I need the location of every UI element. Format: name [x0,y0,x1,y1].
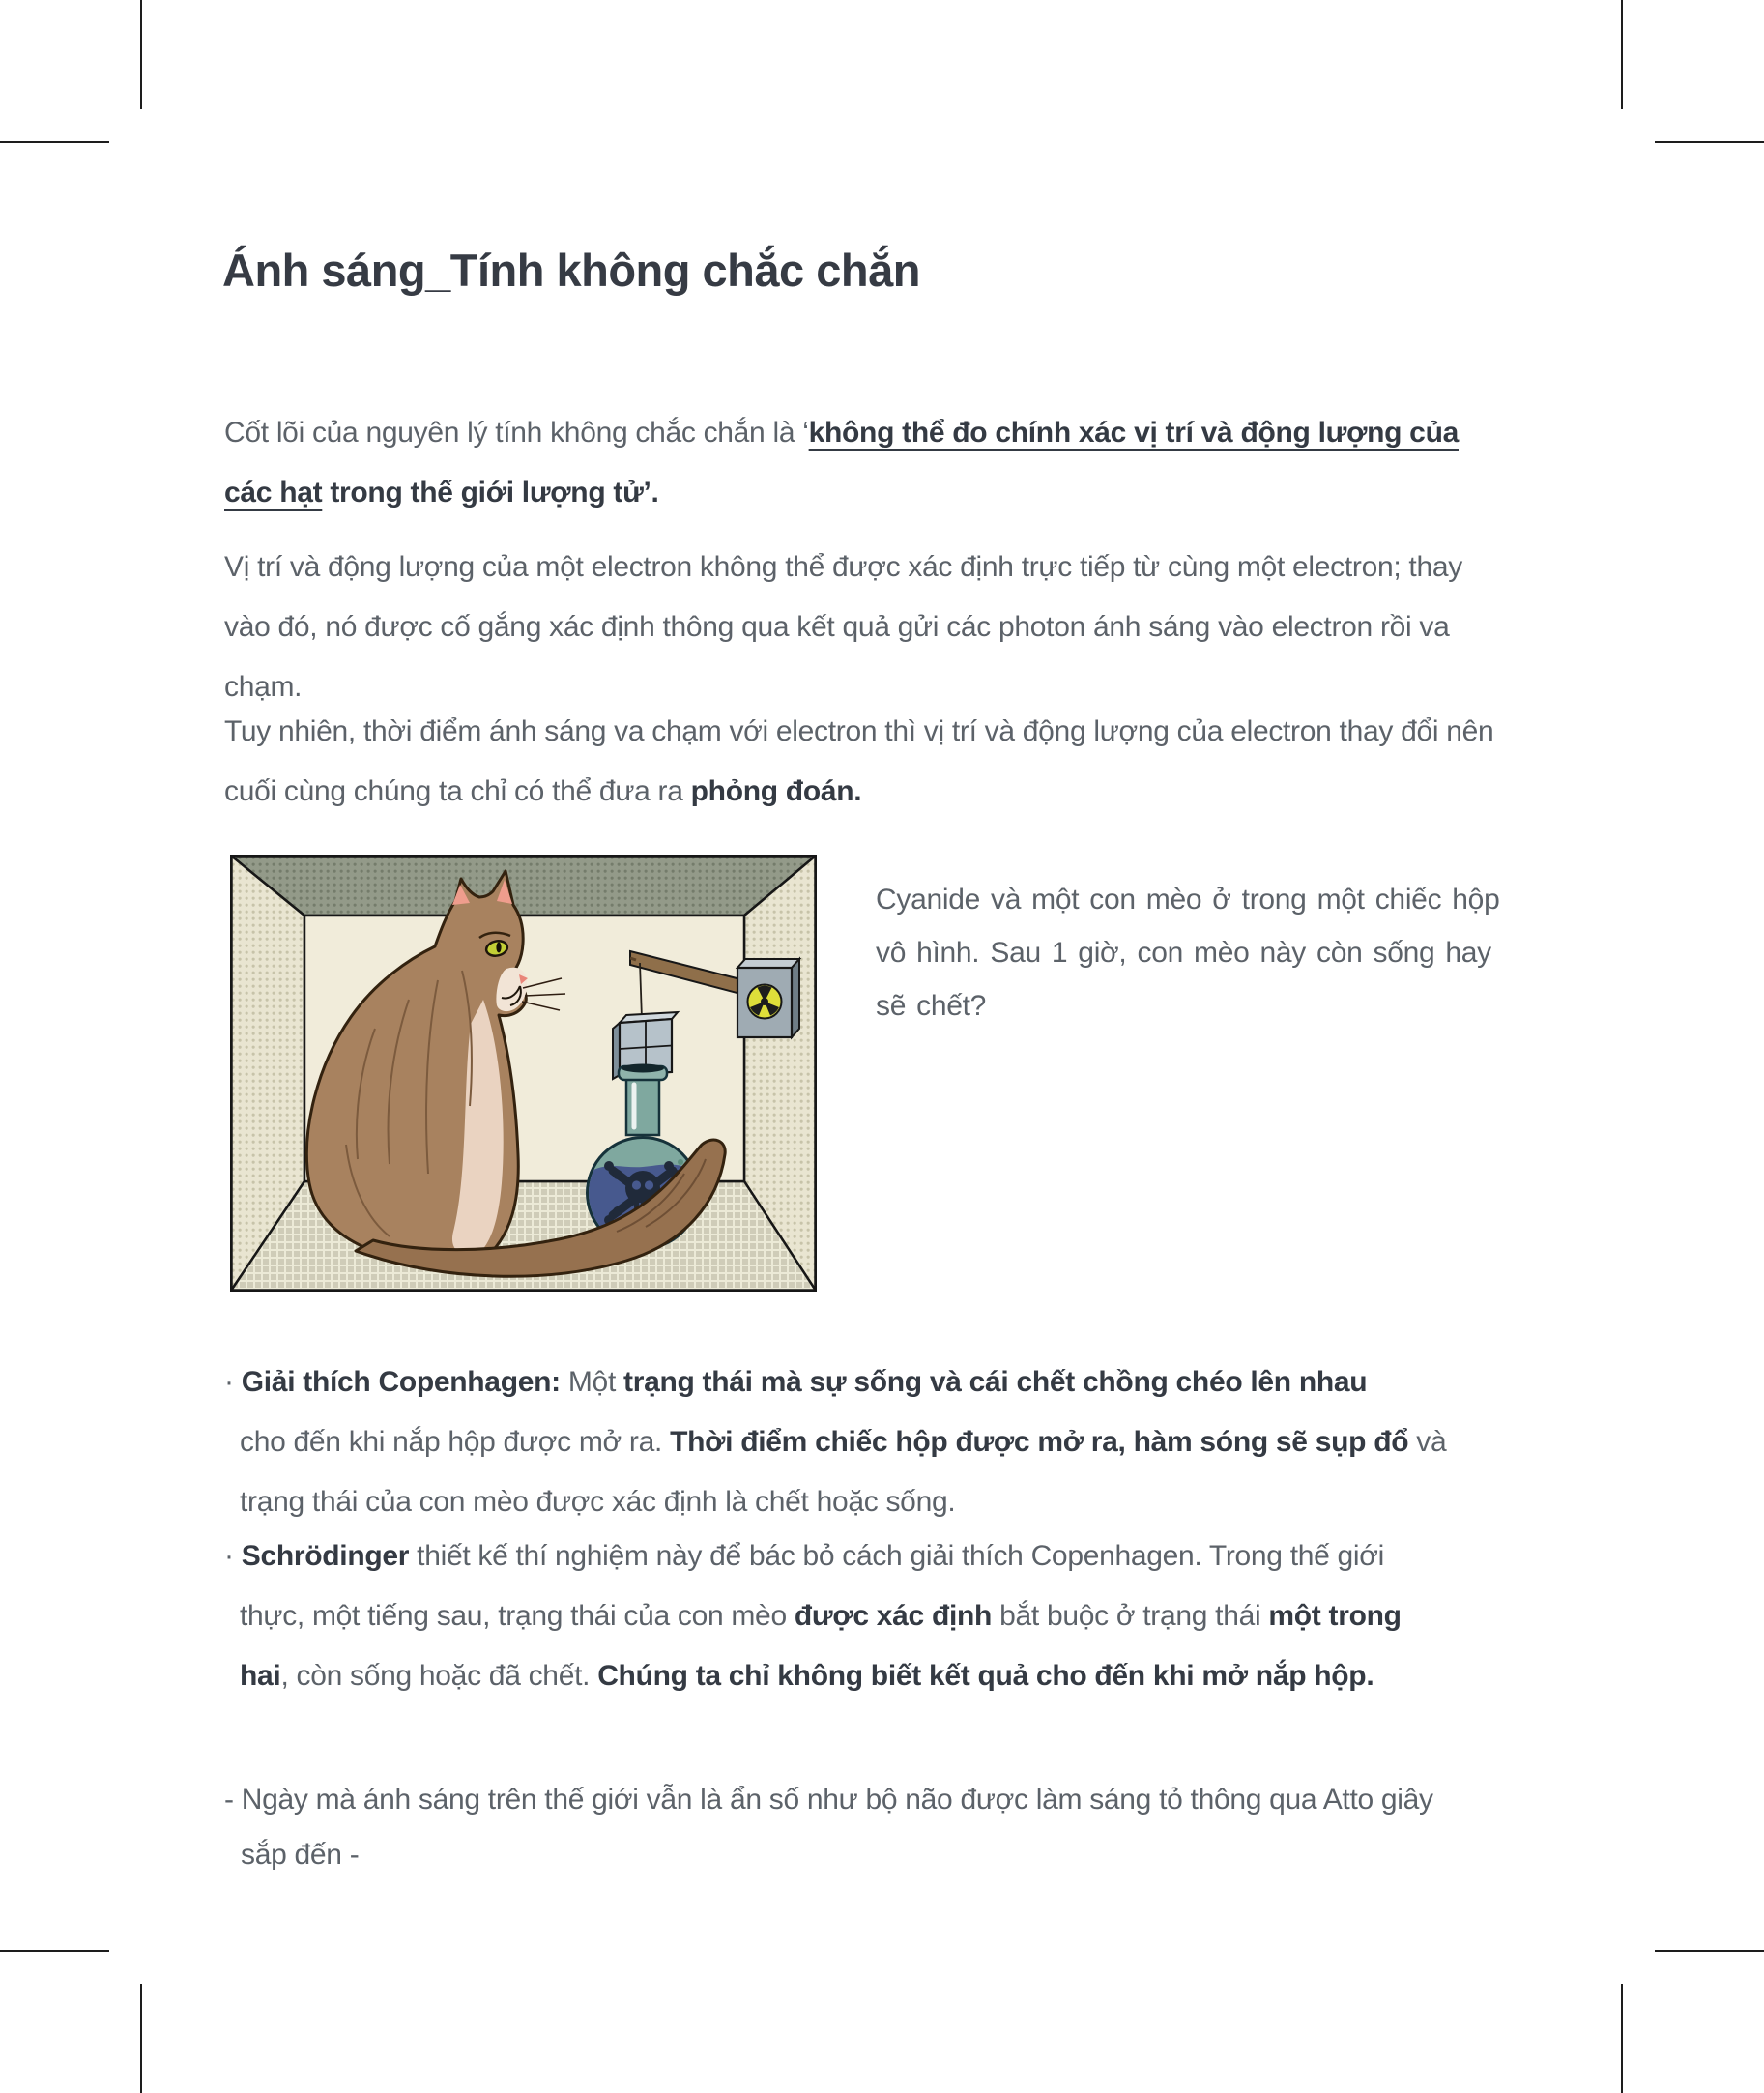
schrodinger-cat-illustration [230,855,817,1292]
paragraph-guess: Tuy nhiên, thời điểm ánh sáng va chạm với electron thì vị trí và động lượng của electron thay đổi nên cuối cùng chúng ta chỉ có thể đưa ra phỏng đoán. [224,715,1494,807]
radiation-icon [748,985,782,1019]
geiger-side-face [792,959,799,1037]
crop-mark-top-right-vertical [1621,0,1623,109]
flask-neck [626,1075,659,1135]
crop-mark-top-left-vertical [140,0,142,109]
paragraph-electron: Vị trí và động lượng của một electron không thể được xác định trực tiếp từ cùng một electron; thay vào đó, nó được cố gắng xác định thông qua kết quả gửi các photon ánh sáng vào electron rồi va chạm. [224,551,1462,703]
box-ceiling [231,856,816,916]
crop-mark-top-right-horizontal [1655,141,1764,143]
rod-end-cap [630,958,636,960]
geiger-counter [737,959,799,1037]
paragraph-uncertainty-core: Cốt lõi của nguyên lý tính không chắc chắn là ‘không thể đo chính xác vị trí và động lượng của các hạt trong thế giới lượng tử’. [224,417,1459,509]
crop-mark-bottom-right-vertical [1621,1984,1623,2093]
figure-caption: Cyanide và một con mèo ở trong một chiếc hộp vô hình. Sau 1 giờ, con mèo này còn sống hay sẽ chết? [876,884,1500,1022]
geiger-top-face [737,959,799,968]
page-title: Ánh sáng_Tính không chắc chắn [222,245,920,296]
cat-pupil [496,943,501,953]
crop-mark-bottom-left-vertical [140,1984,142,2093]
crop-mark-top-left-horizontal [0,141,109,143]
crop-mark-bottom-left-horizontal [0,1950,109,1952]
paragraph-copenhagen: · Giải thích Copenhagen: Một trạng thái mà sự sống và cái chết chồng chéo lên nhau cho đến khi nắp hộp được mở ra. Thời điểm chiếc hộp được mở ra, hàm sóng sẽ sụp đổ và trạng thái của con mèo được xác định là chết hoặc sống. [224,1366,1447,1518]
crop-mark-bottom-right-horizontal [1655,1950,1764,1952]
paragraph-closing-note: - Ngày mà ánh sáng trên thế giới vẫn là ẩn số như bộ não được làm sáng tỏ thông qua Atto giây sắp đến - [224,1784,1433,1871]
box-room [231,856,816,1291]
schrodinger-cat-figure [230,855,817,1292]
paragraph-schrodinger: · Schrödinger thiết kế thí nghiệm này để bác bỏ cách giải thích Copenhagen. Trong thế giới thực, một tiếng sau, trạng thái của con mèo được xác định bắt buộc ở trạng thái một trong hai, còn sống hoặc đã chết. Chúng ta chỉ không biết kết quả cho đến khi mở nắp hộp. [224,1540,1402,1692]
